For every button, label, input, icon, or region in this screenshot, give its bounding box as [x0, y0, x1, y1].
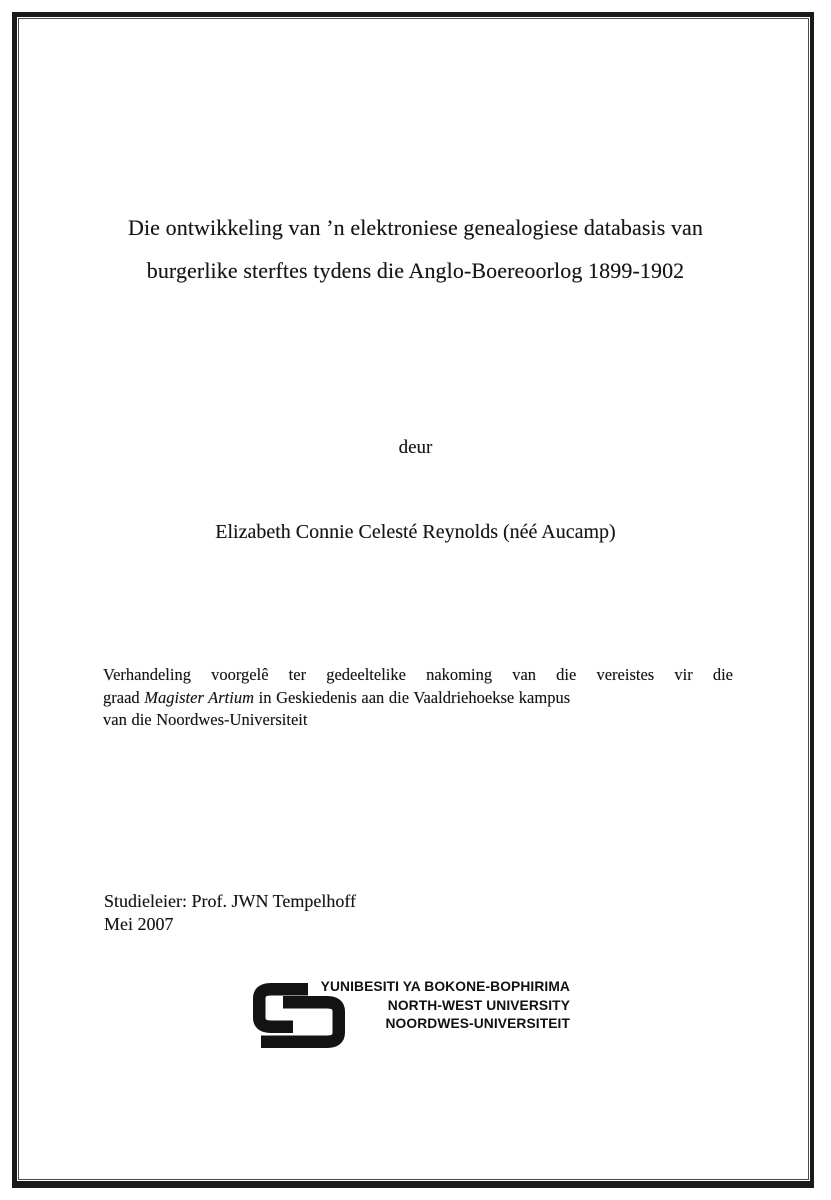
submission-line-2-post: in Geskiedenis aan die Vaaldriehoekse kampus: [254, 687, 571, 707]
logo-text-setswana: YUNIBESITI YA BOKONE-BOPHIRIMA: [320, 979, 570, 994]
logo-text-english: NORTH-WEST UNIVERSITY: [387, 997, 570, 1013]
submission-line-2: [103, 687, 733, 710]
university-logo-text: [312, 978, 570, 1034]
submission-line-3: van die Noordwes-Universiteit: [103, 710, 308, 729]
thesis-title-line-1: Die ontwikkeling van ’n elektroniese genealogiese databasis van: [127, 215, 704, 240]
thesis-title: [55, 206, 776, 292]
university-logo: [253, 976, 583, 1056]
logo-text-afrikaans: NOORDWES-UNIVERSITEIT: [385, 1016, 570, 1031]
degree-name: Magister Artium: [144, 687, 255, 707]
submission-statement: [103, 664, 733, 732]
submission-line-1: Verhandeling voorgelê ter gedeeltelike nakoming van die vereistes vir die: [103, 665, 733, 684]
byline-label: deur: [398, 437, 433, 458]
date-line: Mei 2007: [104, 914, 174, 934]
submission-line-2-pre: graad: [103, 687, 145, 707]
supervisor-block: [104, 890, 356, 936]
supervisor-line: Studieleier: Prof. JWN Tempelhoff: [104, 891, 357, 911]
thesis-title-line-2: burgerlike sterftes tydens die Anglo-Boereoorlog 1899-1902: [146, 258, 685, 283]
author-name: Elizabeth Connie Celesté Reynolds (néé Aucamp): [215, 521, 616, 543]
